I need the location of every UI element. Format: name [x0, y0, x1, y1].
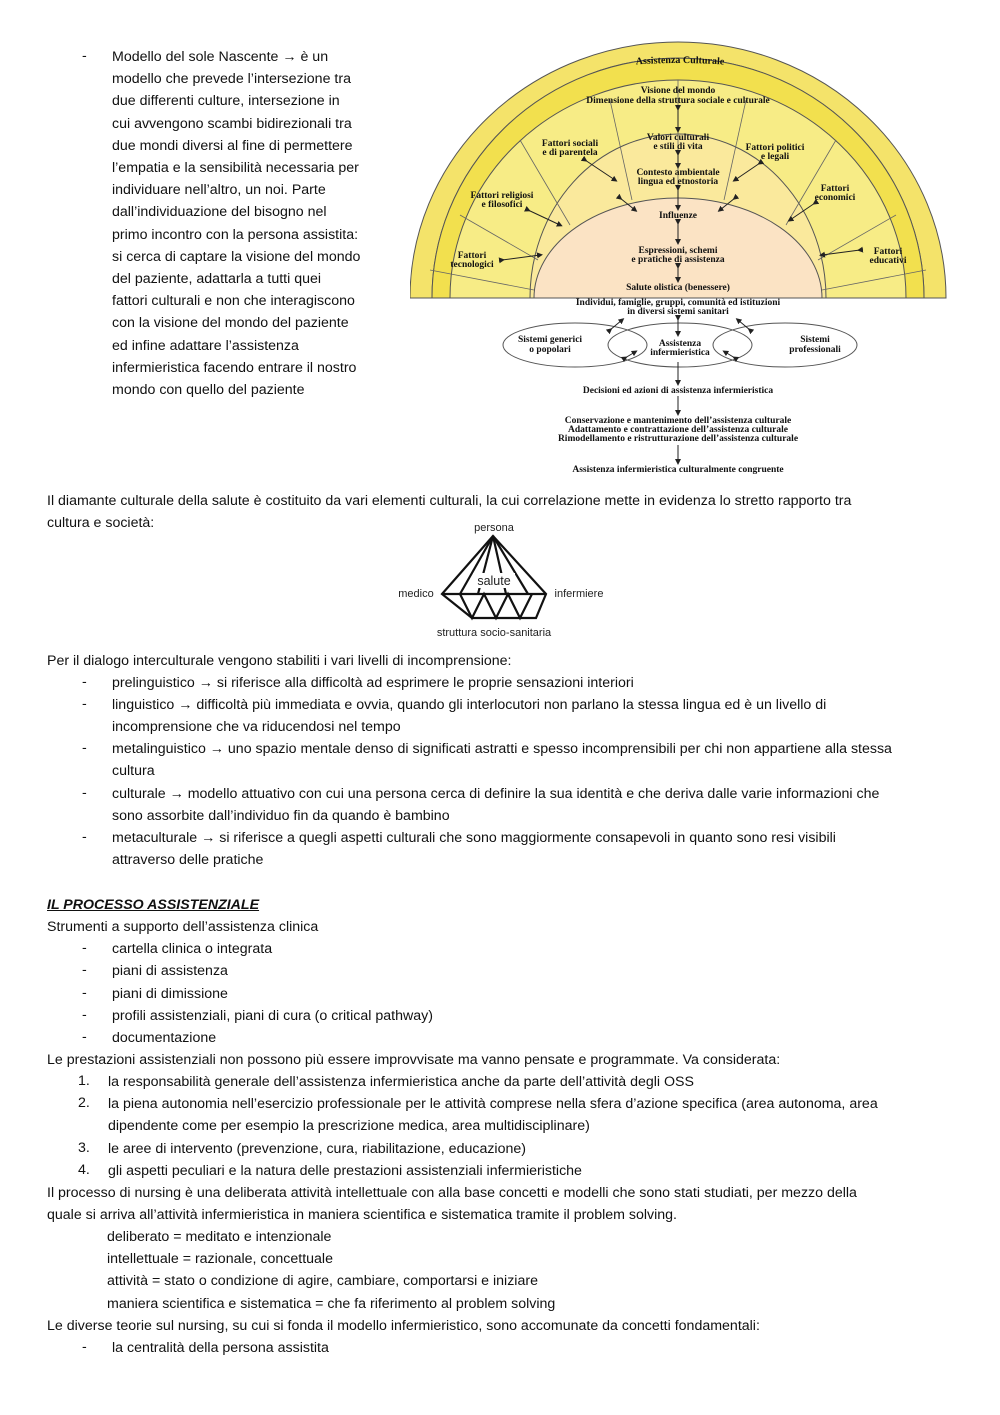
text-line: con la visione del mondo del paziente	[112, 315, 349, 332]
text-line: metaculturale → si riferisce a quegli aspetti culturali che sono maggiormente consapevoli in quanto sono resi visibili	[112, 830, 836, 846]
text-line: metalinguistico → uno spazio mentale denso di significati astratti e spesso incomprensibili per chi non appartiene alla stessa	[112, 741, 892, 757]
diagram-label: Fattori	[820, 184, 850, 194]
bullet-dash: -	[82, 48, 87, 64]
level-item	[112, 694, 972, 738]
text-line: linguistico → difficoltà più immediata e ovvia, quando gli interlocutori non parlano la stessa lingua ed è un livello di	[112, 697, 827, 713]
text-line: fattori culturali e non che interagiscono	[112, 293, 355, 310]
text-line: modello che prevede l’intersezione tra	[112, 71, 351, 88]
tools-intro: Strumenti a supporto dell’assistenza clinica	[47, 919, 319, 935]
bullet-dash: -	[82, 1339, 87, 1355]
tool-item: piani di assistenza	[112, 963, 228, 979]
diagram-label: Fattori politici	[745, 143, 805, 153]
list-number: 4.	[78, 1162, 90, 1178]
diagram-label: Fattori religiosi	[470, 191, 534, 201]
diagram-label: Assistenza	[658, 339, 702, 349]
level-item	[112, 783, 972, 827]
bullet-dash: -	[82, 940, 87, 956]
definition-line: maniera scientifica e sistematica = che fa riferimento al problem solving	[107, 1295, 556, 1312]
diamond-right-label: infermiere	[554, 588, 604, 600]
diagram-label: in diversi sistemi sanitari	[627, 307, 729, 317]
consideration-item	[108, 1071, 968, 1093]
bullet-dash: -	[82, 1007, 87, 1023]
diagram-title: Assistenza Culturale	[635, 54, 725, 68]
consideration-item	[108, 1138, 968, 1160]
text-line: Il diamante culturale della salute è costituito da vari elementi culturali, la cui correlazione mette in evidenza lo stretto rapporto tra	[47, 493, 852, 509]
diagram-label: e stili di vita	[653, 142, 703, 152]
diagram-label: Assistenza infermieristica culturalmente congruente	[572, 465, 784, 475]
diagram-label: Sistemi generici	[517, 335, 583, 345]
diamond-bottom-label: struttura socio-sanitaria	[436, 627, 552, 639]
tool-item: cartella clinica o integrata	[112, 941, 273, 957]
text-line: del paziente, adattarla a tutti quei	[112, 271, 322, 288]
diagram-label: Contesto ambientale	[636, 168, 720, 178]
diagram-label: Rimodellamento e ristrutturazione dell’assistenza culturale	[557, 434, 799, 444]
diagram-label: economici	[814, 193, 856, 203]
text-line: l’empatia e la sensibilità necessaria per	[112, 160, 359, 177]
definitions-block	[107, 1226, 967, 1315]
text-line: la responsabilità generale dell’assistenza infermieristica anche da parte dell’attività degli OSS	[108, 1074, 694, 1090]
bullet-dash: -	[82, 674, 87, 690]
text-line: culturale → modello attuativo con cui una persona cerca di definire la sua identità e che deriva dalle varie informazioni che	[112, 786, 880, 802]
intro-bullet-text	[112, 46, 402, 401]
diagram-label: e filosofici	[481, 200, 523, 210]
diamond-center-label: salute	[477, 574, 511, 588]
theories-intro: Le diverse teorie sul nursing, su cui si fonda il modello infermieristico, sono accomunate da concetti fondamentali:	[47, 1318, 760, 1334]
definition-line: deliberato = meditato e intenzionale	[107, 1229, 332, 1245]
bullet-dash: -	[82, 962, 87, 978]
diagram-label: Dimensione della struttura sociale e culturale	[586, 96, 770, 106]
diagram-label: e pratiche di assistenza	[631, 255, 725, 265]
diagram-label: educativi	[869, 256, 907, 266]
text-line: individuare nell’altro, un noi. Parte	[112, 182, 326, 199]
diamond-top-label: persona	[474, 522, 514, 534]
text-line: Il processo di nursing è una deliberata attività intellettuale con alla base concetti e modelli che sono stati studiati, per mezzo della	[47, 1185, 857, 1201]
text-line: quale si arriva all’attività infermieristica in maniera scientifica e sistematica tramite il problem solving.	[47, 1207, 677, 1224]
diagram-label: Decisioni ed azioni di assistenza infermieristica	[582, 386, 774, 396]
diagram-label: Conservazione e mantenimento dell’assistenza culturale	[564, 416, 792, 426]
consideration-item	[108, 1160, 968, 1182]
text-line: infermieristica facendo entrare il nostro	[112, 359, 357, 376]
bullet-dash: -	[82, 696, 87, 712]
diagram-label: Sistemi	[800, 335, 830, 345]
text-line: le aree di intervento (prevenzione, cura, riabilitazione, educazione)	[108, 1141, 526, 1157]
level-item	[112, 672, 972, 694]
diagram-label: Adattamento e contrattazione dell’assistenza culturale	[567, 425, 789, 435]
diagram-label: tecnologici	[450, 260, 494, 270]
section-heading: IL PROCESSO ASSISTENZIALE	[47, 897, 260, 913]
diagram-label: o popolari	[529, 345, 571, 355]
text-line: primo incontro con la persona assistita:	[112, 226, 359, 243]
culture-health-diamond	[390, 518, 620, 644]
tool-item: piani di dimissione	[112, 986, 228, 1002]
list-number: 3.	[78, 1140, 90, 1156]
text-line: due differenti culture, intersezione in	[112, 93, 340, 110]
diagram-label: Fattori sociali	[541, 139, 599, 149]
dialogue-intro: Per il dialogo interculturale vengono stabiliti i vari livelli di incomprensione:	[47, 653, 512, 669]
text-line: due mondi diversi al fine di permettere	[112, 137, 353, 154]
text-line: dall’individuazione del bisogno nel	[112, 204, 327, 221]
bullet-dash: -	[82, 985, 87, 1001]
diagram-label: Influenze	[659, 211, 697, 221]
text-line: prelinguistico → si riferisce alla difficoltà ad esprimere le proprie sensazioni interiori	[112, 675, 634, 691]
consideration-item	[108, 1093, 968, 1137]
text-line: si cerca di captare la visione del mondo	[112, 248, 361, 265]
bullet-dash: -	[82, 785, 87, 801]
list-number: 2.	[78, 1095, 90, 1111]
definition-line: intellettuale = razionale, concettuale	[107, 1251, 333, 1268]
sunrise-model-diagram	[410, 40, 960, 480]
final-bullet-item: la centralità della persona assistita	[112, 1340, 329, 1356]
diagram-label: professionali	[789, 345, 841, 355]
level-item	[112, 827, 972, 871]
text-line: cui avvengono scambi bidirezionali tra	[112, 115, 352, 132]
text-line: Modello del sole Nascente → è un	[112, 49, 329, 65]
diagram-label: Espressioni, schemi	[638, 246, 718, 256]
bullet-dash: -	[82, 740, 87, 756]
text-line: mondo con quello del paziente	[112, 382, 305, 399]
diagram-label: lingua ed etnostoria	[637, 177, 719, 187]
diagram-label: Fattori	[457, 251, 487, 261]
text-line: sono assorbite dall’individuo fin da quando è bambino	[112, 808, 450, 825]
text-line: cultura e società:	[47, 515, 155, 532]
level-item	[112, 738, 972, 782]
text-line: dipendente come per esempio la prescrizione medica, area multidisciplinare)	[108, 1118, 590, 1135]
text-line: cultura	[112, 763, 155, 780]
diagram-label: e di parentela	[542, 148, 598, 158]
diagram-label: Visione del mondo	[640, 86, 716, 96]
bullet-dash: -	[82, 1029, 87, 1045]
diagram-label: Fattori	[873, 247, 903, 257]
nursing-process-paragraph	[47, 1182, 967, 1226]
text-line: incomprensione che va riducendosi nel tempo	[112, 719, 401, 736]
diagram-label: infermieristica	[650, 348, 710, 358]
list-number: 1.	[78, 1073, 90, 1089]
diagram-label: Valori culturali	[646, 133, 710, 143]
diagram-label: e legali	[760, 152, 790, 162]
services-intro: Le prestazioni assistenziali non possono più essere improvvisate ma vanno pensate e programmate. Va considerata:	[47, 1052, 781, 1068]
tool-item: documentazione	[112, 1030, 217, 1046]
tool-item: profili assistenziali, piani di cura (o critical pathway)	[112, 1008, 433, 1024]
diamond-left-label: medico	[398, 588, 434, 600]
diagram-label: Individui, famiglie, gruppi, comunità ed istituzioni	[575, 298, 781, 308]
bullet-dash: -	[82, 829, 87, 845]
text-line: la piena autonomia nell’esercizio professionale per le attività comprese nella sfera d’azione specifica (area autonoma, area	[108, 1096, 878, 1112]
text-line: gli aspetti peculiari e la natura delle prestazioni assistenziali infermieristiche	[108, 1163, 582, 1179]
text-line: attraverso delle pratiche	[112, 852, 264, 869]
diagram-label: Salute olistica (benessere)	[626, 283, 730, 293]
definition-line: attività = stato o condizione di agire, cambiare, comportarsi e iniziare	[107, 1273, 538, 1290]
text-line: ed infine adattare l’assistenza	[112, 337, 299, 354]
